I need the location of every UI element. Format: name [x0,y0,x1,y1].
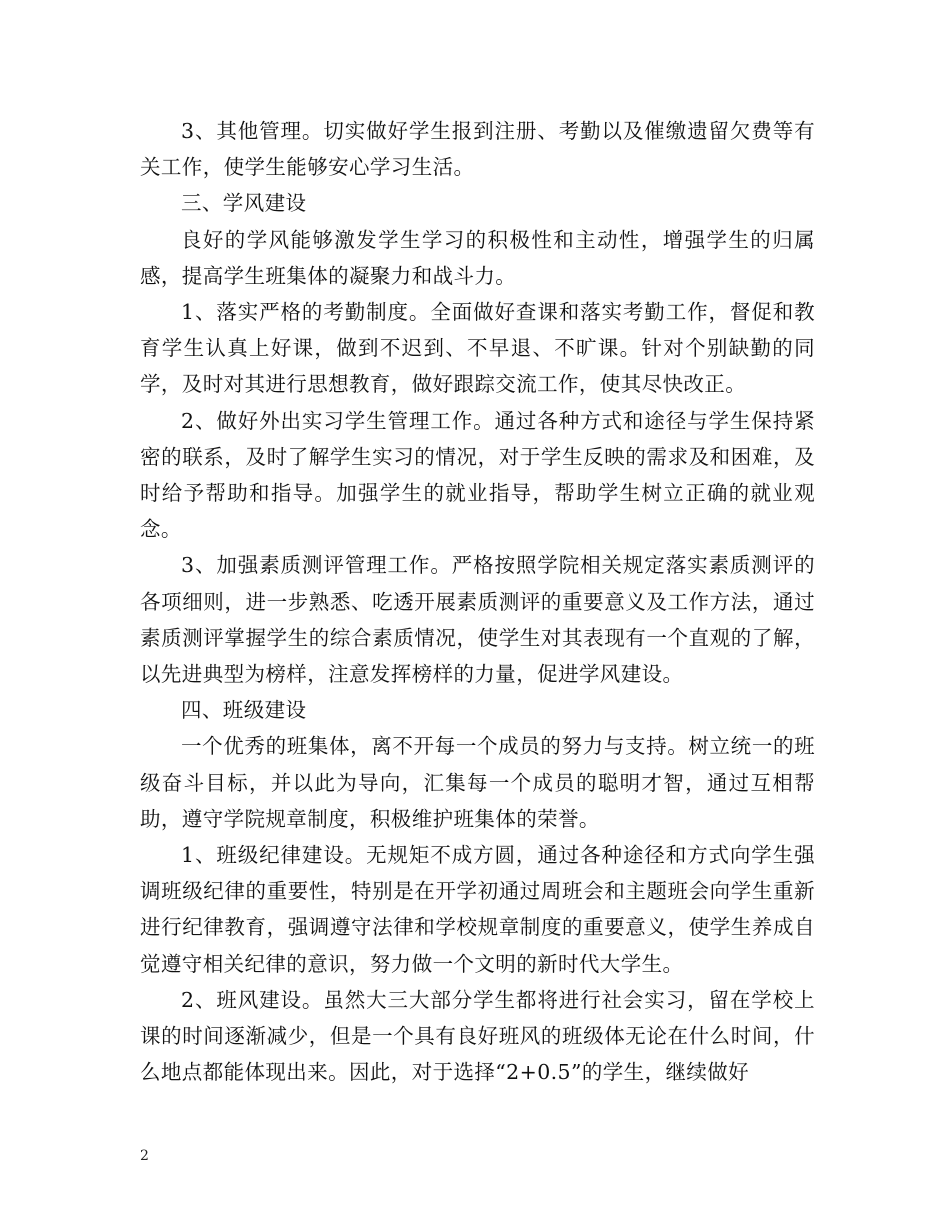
section-heading-class-building: 四、班级建设 [181,698,307,723]
page-number: 2 [140,1148,149,1164]
paragraph-class-building-intro: 一个优秀的班集体，离不开每一个成员的努力与支持。树立统一的班级奋斗目标，并以此为导向，汇集每一个成员的聪明才智，通过互相帮助，遵守学院规章制度，积极维护班集体的荣誉。 [140,734,815,831]
paragraph-attendance-system: 1、落实严格的考勤制度。全面做好查课和落实考勤工作，督促和教育学生认真上好课，做到不迟到、不早退、不旷课。针对个别缺勤的同学，及时对其进行思想教育，做好跟踪交流工作，使其尽快改正。 [140,300,815,397]
paragraph-class-style: 2、班风建设。虽然大三大部分学生都将进行社会实习，留在学校上课的时间逐渐减少，但是一个具有良好班风的班级体无论在什么时间，什么地点都能体现出来。因此，对于选择“2+0.5”的学生，继续做好 [140,987,815,1085]
paragraph-internship-management: 2、做好外出实习学生管理工作。通过各种方式和途径与学生保持紧密的联系，及时了解学生实习的情况，对于学生反映的需求及和困难，及时给予帮助和指导。加强学生的就业指导，帮助学生树立正确的就业观念。 [140,408,815,542]
paragraph-study-style-intro: 良好的学风能够激发学生学习的积极性和主动性，增强学生的归属感，提高学生班集体的凝聚力和战斗力。 [140,227,815,288]
section-heading-study-style: 三、学风建设 [181,191,307,216]
paragraph-quality-assessment: 3、加强素质测评管理工作。严格按照学院相关规定落实素质测评的各项细则，进一步熟悉、吃透开展素质测评的重要意义及工作方法，通过素质测评掌握学生的综合素质情况，使学生对其表现有一个直观的了解，以先进典型为榜样，注意发挥榜样的力量，促进学风建设。 [140,553,815,687]
document-body [140,113,815,1090]
paragraph-other-management: 3、其他管理。切实做好学生报到注册、考勤以及催缴遗留欠费等有关工作，使学生能够安心学习生活。 [140,119,815,180]
paragraph-class-discipline: 1、班级纪律建设。无规矩不成方圆，通过各种途径和方式向学生强调班级纪律的重要性，特别是在开学初通过周班会和主题班会向学生重新进行纪律教育，强调遵守法律和学校规章制度的重要意义，使学生养成自觉遵守相关纪律的意识，努力做一个文明的新时代大学生。 [140,843,815,976]
